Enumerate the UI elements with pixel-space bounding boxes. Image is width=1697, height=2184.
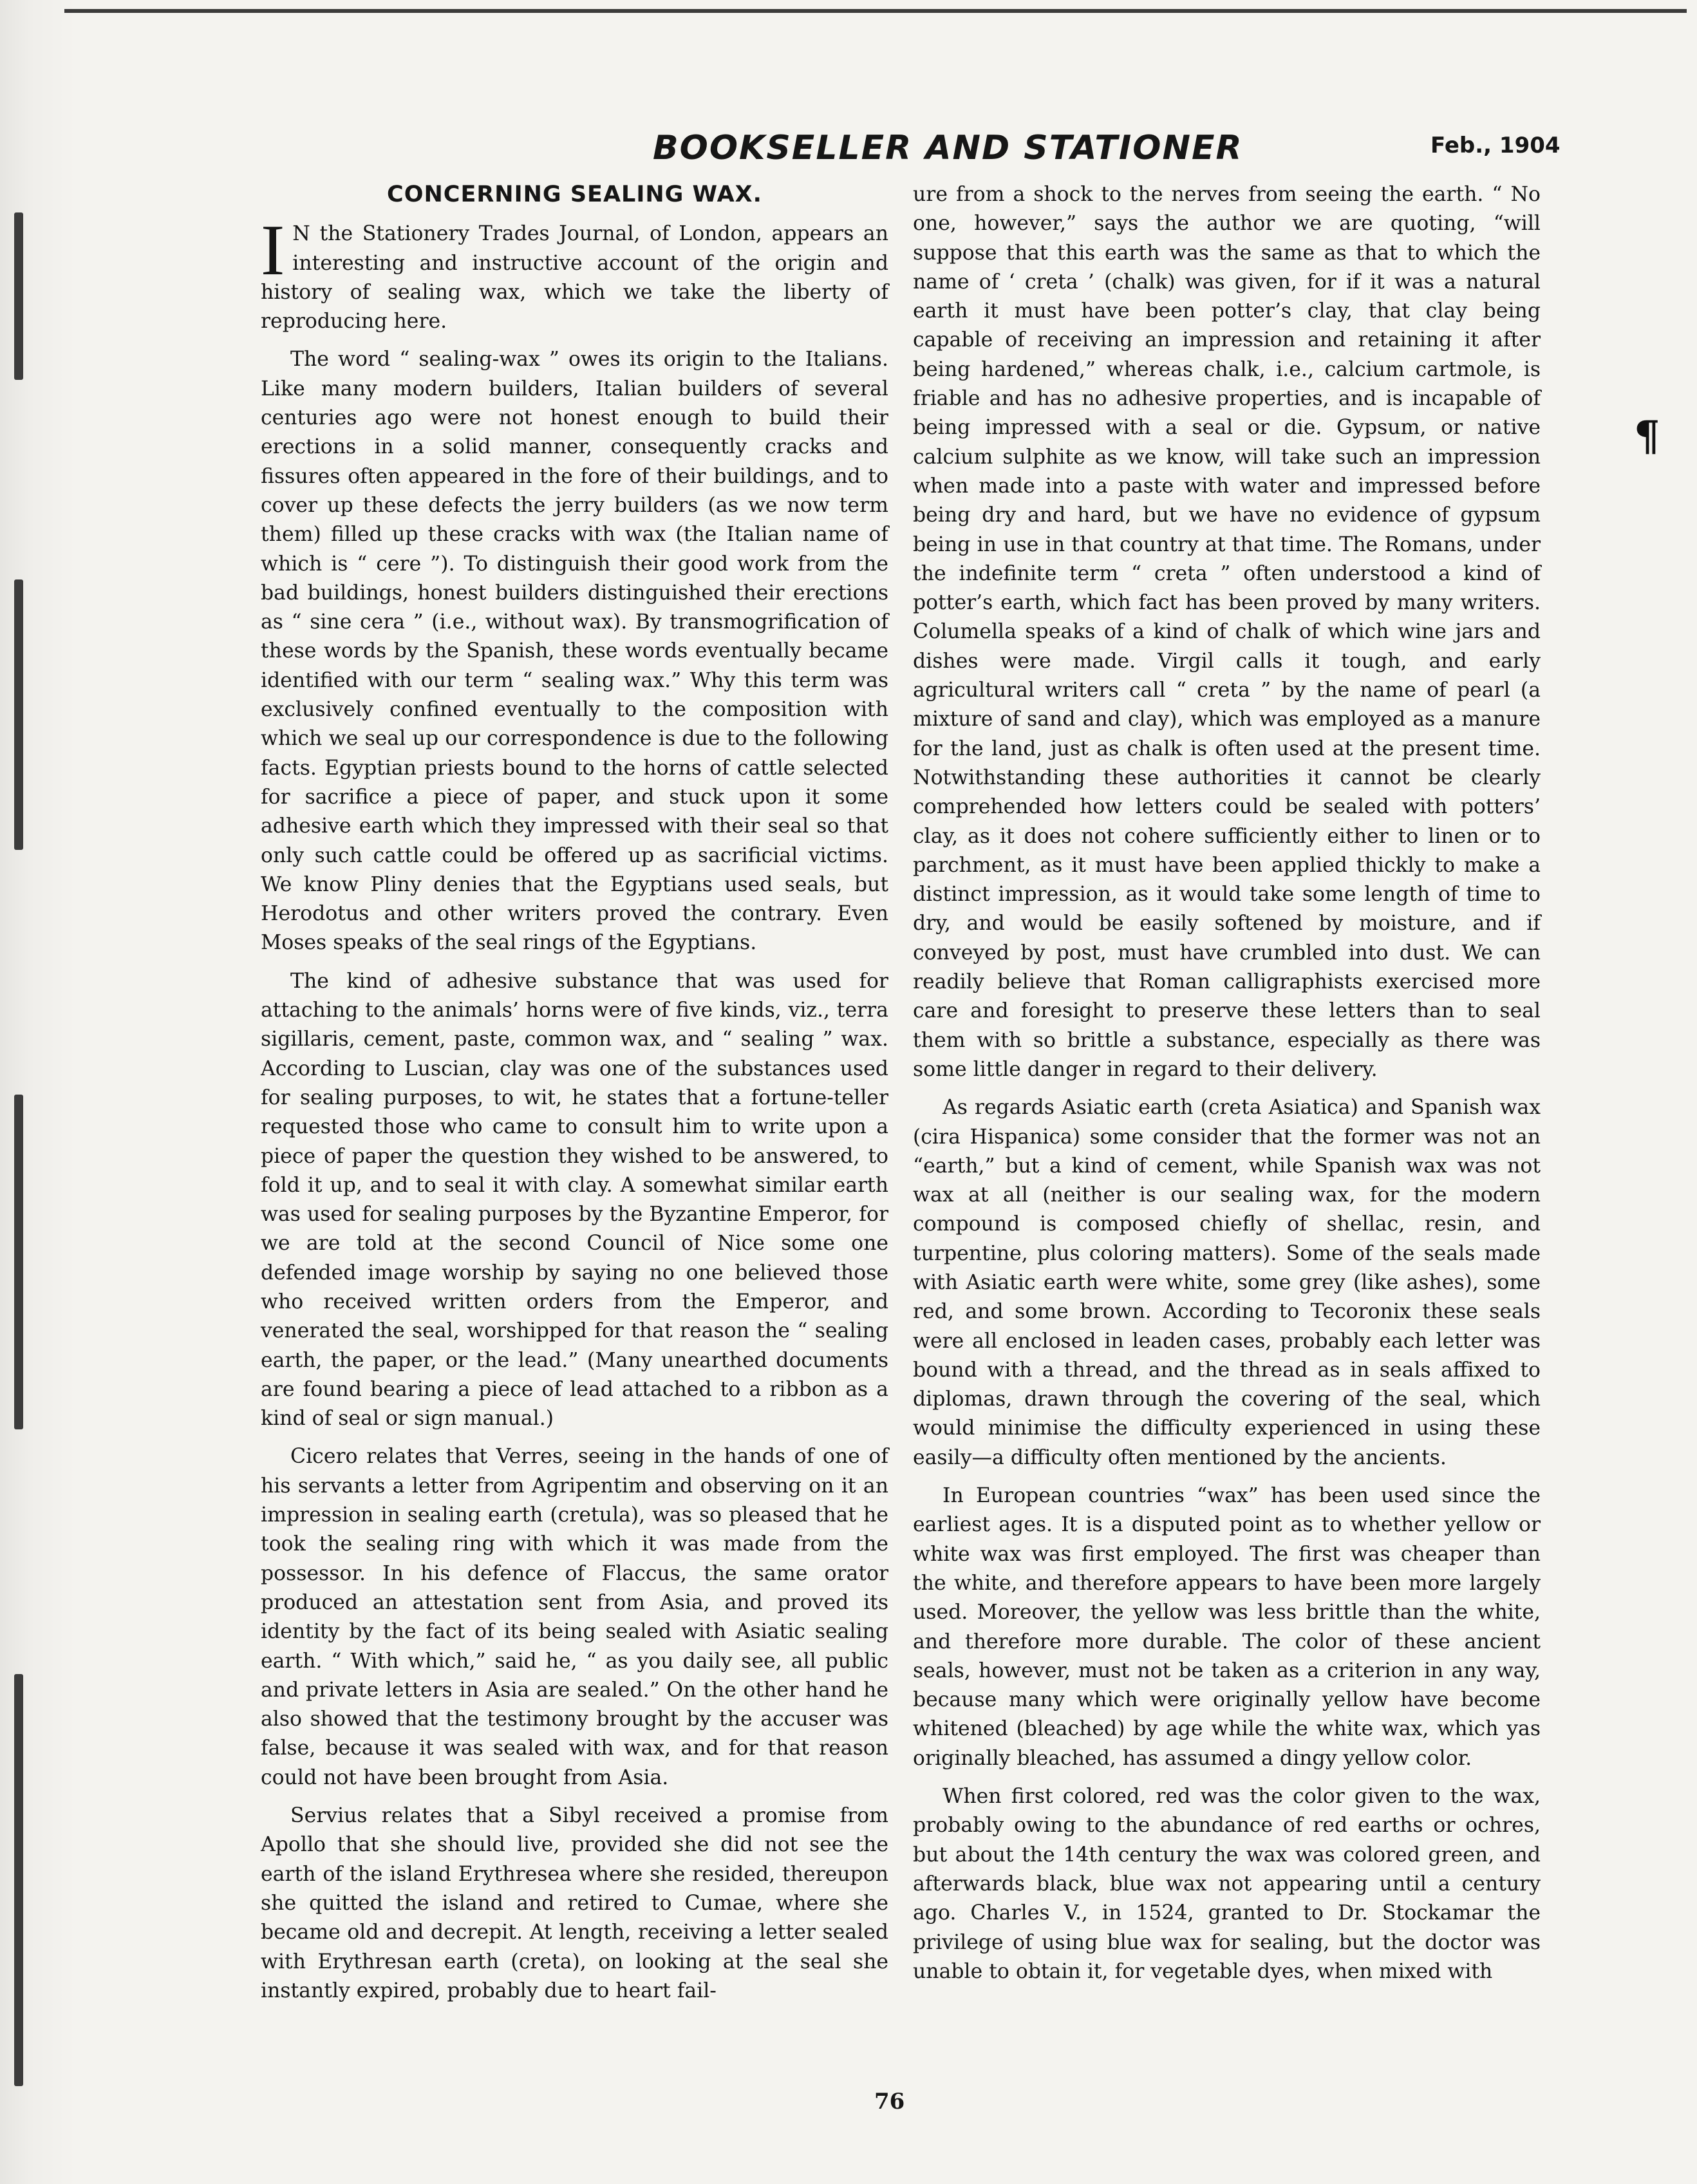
scan-shadow [0, 0, 77, 2184]
margin-mark: ¶ [1634, 412, 1660, 460]
top-rule [64, 9, 1687, 13]
page-number: 76 [874, 2089, 905, 2114]
paragraph [261, 211, 888, 336]
binding-mark [14, 1095, 23, 1429]
binding-mark [14, 579, 23, 850]
paragraph: Servius relates that a Sibyl received a promise from Apollo that she should live, provided she did not see the earth of the island Erythresea where she resided, thereupon she quitted the island and retired to Cumae, where she became old and decrepit. At length, receiving a letter sealed with Erythresan earth (creta), on looking at the seal she instantly expired, probably due to heart fail- [261, 1804, 888, 2002]
paragraph-text: N the Stationery Trades Journal, of London, appears an interesting and instructive account of the origin and history of sealing wax, which we take the liberty of reproducing here. [261, 222, 888, 334]
issue-date: Feb., 1904 [1430, 133, 1561, 158]
running-header [0, 129, 1697, 174]
paragraph: The kind of adhesive substance that was used for attaching to the animals’ horns were of five kinds, viz., terra sigillaris, cement, paste, common wax, and “ sealing ” wax. According to Luscian, clay was one of the substances used for sealing purposes, to wit, he states that a fortune-teller requested those who came to consult him to write upon a piece of paper the question they wished to be answered, to fold it up, and to seal it with clay. A somewhat similar earth was used for sealing purposes by the Byzantine Emperor, for we are told at the second Council of Nice some one defended image worship by saying no one believed those who received written orders from the Emperor, and venerated the seal, worshipped for that reason the “ sealing earth, the paper, or the lead.” (Many unearthed documents are found bearing a piece of lead attached to a ribbon as a kind of seal or sign manual.) [261, 969, 888, 1431]
paragraph: The word “ sealing-wax ” owes its origin to the Italians. Like many modern builders, Italian builders of several centuries ago were not honest enough to build their erections in a solid manner, consequently cracks and fissures often appeared in the fore of their buildings, and to cover up these defects the jerry builders (as we now term them) filled up these cracks with wax (the Italian name of which is “ cere ”). To distinguish their good work from the bad buildings, honest builders distinguished their erections as “ sine cera ” (i.e., without wax). By transmogrification of these words by the Spanish, these words eventually became identified with our term “ sealing wax.” Why this term was exclusively confined eventually to the composition with which we seal up our correspondence is due to the following facts. Egyptian priests bound to the horns of cattle selected for sacrifice a piece of paper, and stuck upon it some adhesive earth which they impressed with their seal so that only such cattle could be offered up as sacrificial victims. We know Pliny denies that the Egyptians used seals, but Herodotus and other writers proved the contrary. Even Moses speaks of the seal rings of the Egyptians. [261, 348, 888, 955]
binding-mark [14, 1674, 23, 2086]
paragraph: ure from a shock to the nerves from seeing the earth. “ No one, however,” says the author we are quoting, “will suppose that this earth was the same as that to which the name of ‘ creta ’ (chalk) was given, for if it was a natural earth it must have been potter’s clay, that clay being capable of receiving an impression and retaining it after being hardened,” whereas chalk, i.e., calcium cartmole, is friable and has no adhesive properties, and is incapable of being impressed with a seal or die. Gypsum, or native calcium sulphite as we know, will take such an impression when made into a paste with water and impressed before being dry and hard, but we have no evidence of gypsum being in use in that country at that time. The Romans, under the indefinite term “ creta ” often understood a kind of potter’s earth, which fact has been proved by many writers. Columella speaks of a kind of chalk of which wine jars and dishes were made. Virgil calls it tough, and early agricultural writers call “ creta ” by the name of pearl (a mixture of sand and clay), which was employed as a manure for the land, just as chalk is often used at the present time. Notwithstanding these authorities it cannot be clearly comprehended how letters could be sealed with potters’ clay, as it does not cohere sufficiently either to linen or to parchment, as it must have been applied thickly to make a distinct impression, as it would take some length of time to dry, and would be easily softened by moisture, and if conveyed by post, must have crumbled into dust. We can readily believe that Roman calligraphists exercised more care and foresight to preserve these letters than to seal them with so brittle a substance, especially as there was some little danger in regard to their delivery. [913, 183, 1541, 1081]
publication-title: BOOKSELLER AND STATIONER [653, 129, 1243, 167]
paragraph: In European countries “wax” has been used since the earliest ages. It is a disputed point as to whether yellow or white wax was first employed. The first was cheaper than the white, and therefore appears to have been more largely used. Moreover, the yellow was less brittle than the white, and therefore more durable. The color of these ancient seals, however, must not be taken as a criterion in any way, because many which were originally yellow have become whitened (bleached) by age while the white wax, which yas originally bleached, has assumed a dingy yellow color. [913, 1484, 1541, 1770]
paragraph: When first colored, red was the color given to the wax, probably owing to the abundance of red earths or ochres, but about the 14th century the wax was colored green, and afterwards black, blue wax not appearing until a century ago. Charles V., in 1524, granted to Dr. Stockamar the privilege of using blue wax for sealing, but the doctor was unable to obtain it, for vegetable dyes, when mixed with [913, 1785, 1541, 1983]
column-left [261, 180, 888, 2015]
paragraph: As regards Asiatic earth (creta Asiatica) and Spanish wax (cira Hispanica) some consider that the former was not an “earth,” but a kind of cement, while Spanish wax was not wax at all (neither is our sealing wax, for the modern compound is composed chiefly of shellac, resin, and turpentine, plus coloring matters). Some of the seals made with Asiatic earth were white, some grey (like ashes), some red, and some brown. According to Tecoronix these seals were all enclosed in leaden cases, probably each letter was bound with a thread, and the thread as in seals affixed to diplomas, drawn through the covering of the seal, which would minimise the difficulty experienced in using these easily—a difficulty often mentioned by the ancients. [913, 1096, 1541, 1469]
drop-cap: I [261, 211, 285, 291]
article-heading: CONCERNING SEALING WAX. [387, 182, 762, 207]
paragraph: Cicero relates that Verres, seeing in the hands of one of his servants a letter from Agripentim and observing on it an impression in sealing earth (cretula), was so pleased that he took the sealing ring with which it was made from the possessor. In his defence of Flaccus, the same orator produced an attestation sent from Asia, and proved its identity by the fact of its being sealed with Asiatic sealing earth. “ With which,” said he, “ as you daily see, all public and private letters in Asia are sealed.” On the other hand he also showed that the testimony brought by the accuser was false, because it was sealed with wax, and for that reason could not have been brought from Asia. [261, 1445, 888, 1789]
binding-mark [14, 212, 23, 380]
column-right [913, 180, 1541, 1995]
